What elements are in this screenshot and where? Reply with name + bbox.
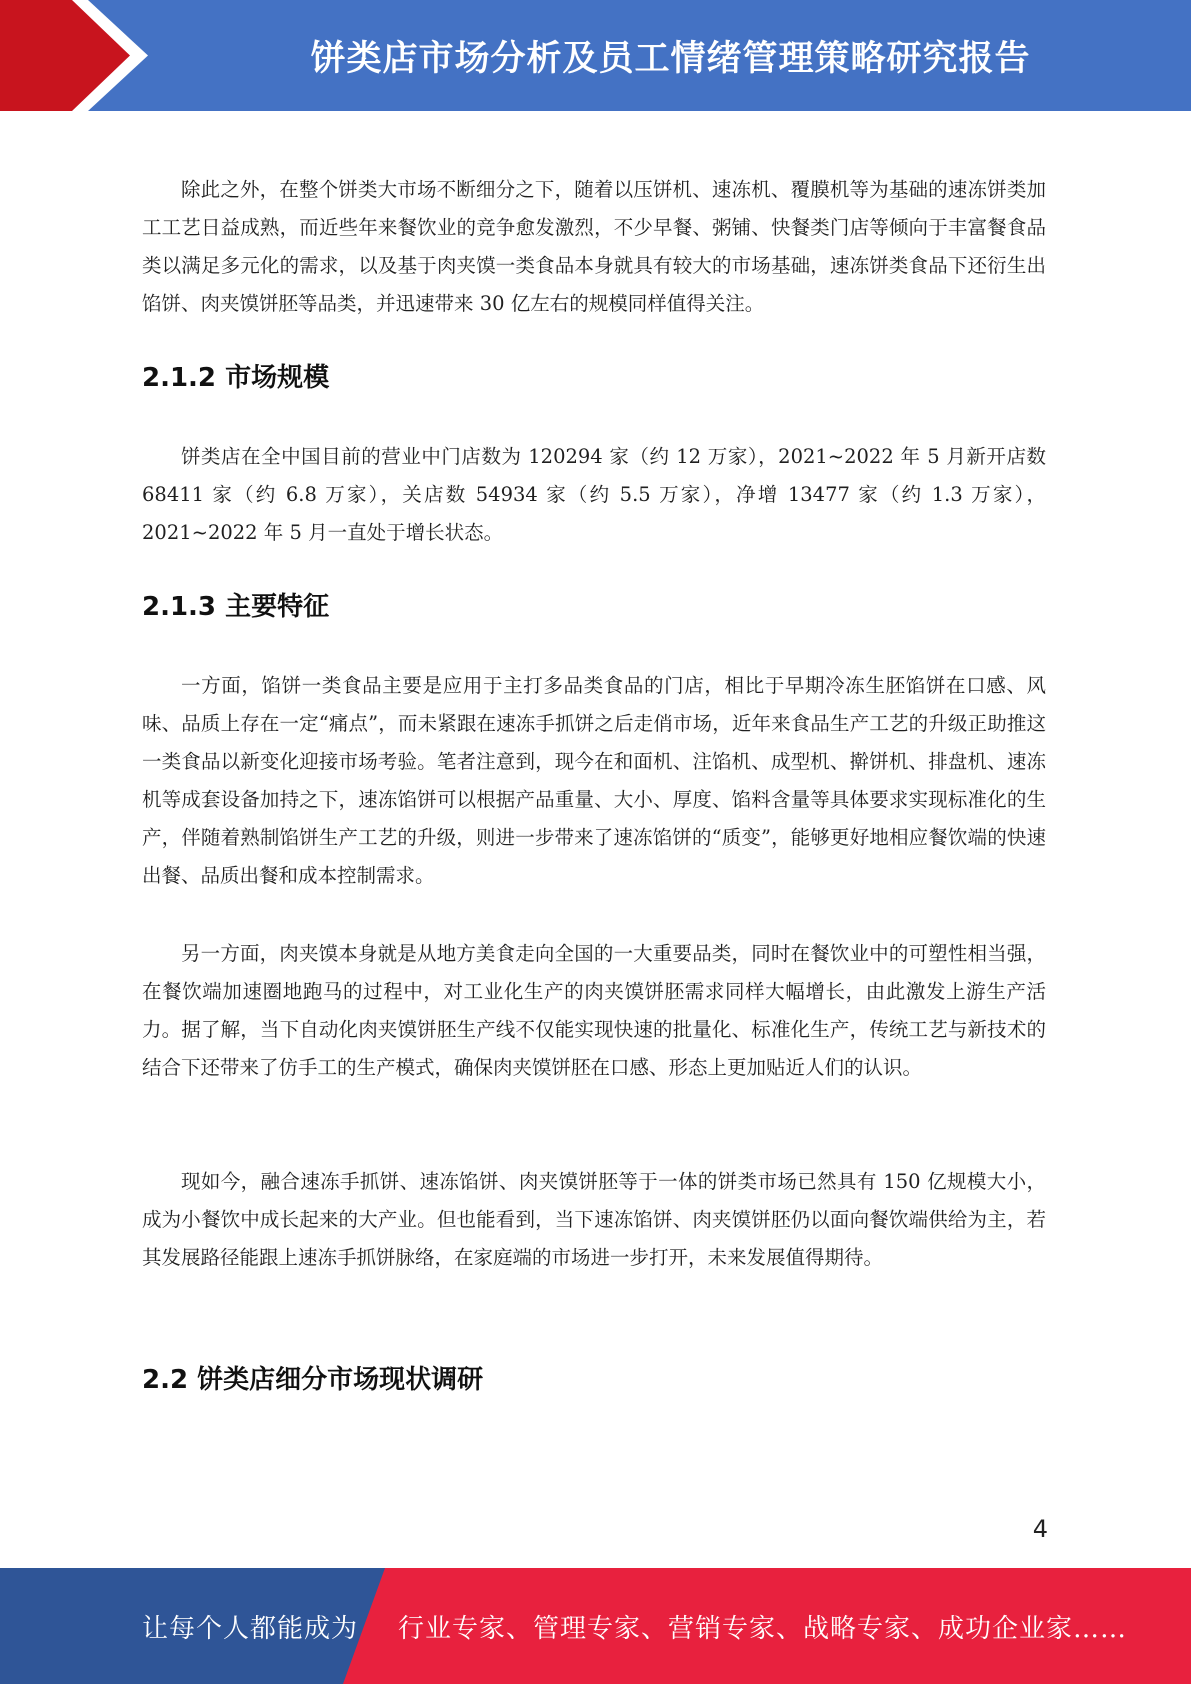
- heading-main-features: 2.1.3 主要特征: [142, 592, 330, 622]
- paragraph-features-2: 另一方面，肉夹馍本身就是从地方美食走向全国的一大重要品类，同时在餐饮业中的可塑性相当强，在餐饮端加速圈地跑马的过程中，对工业化生产的肉夹馍饼胚需求同样大幅增长，由此激发上游生产活力。据了解，当下自动化肉夹馍饼胚生产线不仅能实现快速的批量化、标准化生产，传统工艺与新技术的结合下还带来了仿手工的生产模式，确保肉夹馍饼胚在口感、形态上更加贴近人们的认识。: [142, 942, 1046, 1079]
- report-title: 饼类店市场分析及员工情绪管理策略研究报告: [310, 38, 1031, 79]
- heading-segment-survey: 2.2 饼类店细分市场现状调研: [142, 1365, 484, 1395]
- paragraph-features-1: 一方面，馅饼一类食品主要是应用于主打多品类食品的门店，相比于早期冷冻生胚馅饼在口感、风味、品质上存在一定“痛点”，而未紧跟在速冻手抓饼之后走俏市场，近年来食品生产工艺的升级正助推这一类食品以新变化迎接市场考验。笔者注意到，现今在和面机、注馅机、成型机、擀饼机、排盘机、速冻机等成套设备加持之下，速冻馅饼可以根据产品重量、大小、厚度、馅料含量等具体要求实现标准化的生产，伴随着熟制馅饼生产工艺的升级，则进一步带来了速冻馅饼的“质变”，能够更好地相应餐饮端的快速出餐、品质出餐和成本控制需求。: [142, 674, 1046, 887]
- footer-slogan-right: 行业专家、管理专家、营销专家、战略专家、成功企业家……: [398, 1613, 1128, 1644]
- paragraph-features-3: 现如今，融合速冻手抓饼、速冻馅饼、肉夹馍饼胚等于一体的饼类市场已然具有 150 亿规模大小，成为小餐饮中成长起来的大产业。但也能看到，当下速冻馅饼、肉夹馍饼胚仍以面向餐饮端供给为主，若其发展路径能跟上速冻手抓饼脉络，在家庭端的市场进一步打开，未来发展值得期待。: [142, 1170, 1046, 1269]
- footer-slogan-left: 让每个人都能成为: [142, 1613, 359, 1644]
- page-number: 4: [1032, 1515, 1048, 1543]
- page-footer: [0, 1568, 1191, 1684]
- paragraph-intro: 除此之外，在整个饼类大市场不断细分之下，随着以压饼机、速冻机、覆膜机等为基础的速冻饼类加工工艺日益成熟，而近些年来餐饮业的竞争愈发激烈，不少早餐、粥铺、快餐类门店等倾向于丰富餐食品类以满足多元化的需求，以及基于肉夹馍一类食品本身就具有较大的市场基础，速冻饼类食品下还衍生出馅饼、肉夹馍饼胚等品类，并迅速带来 30 亿左右的规模同样值得关注。: [142, 178, 1046, 315]
- page-header: [0, 0, 1191, 111]
- heading-market-size: 2.1.2 市场规模: [142, 363, 330, 393]
- paragraph-market-size: 饼类店在全中国目前的营业中门店数为 120294 家（约 12 万家），2021~2022 年 5 月新开店数 68411 家（约 6.8 万家），关店数 54934 家（约 5.5 万家），净增 13477 家（约 1.3 万家），2021~2022 年 5 月一直处于增长状态。: [142, 445, 1046, 544]
